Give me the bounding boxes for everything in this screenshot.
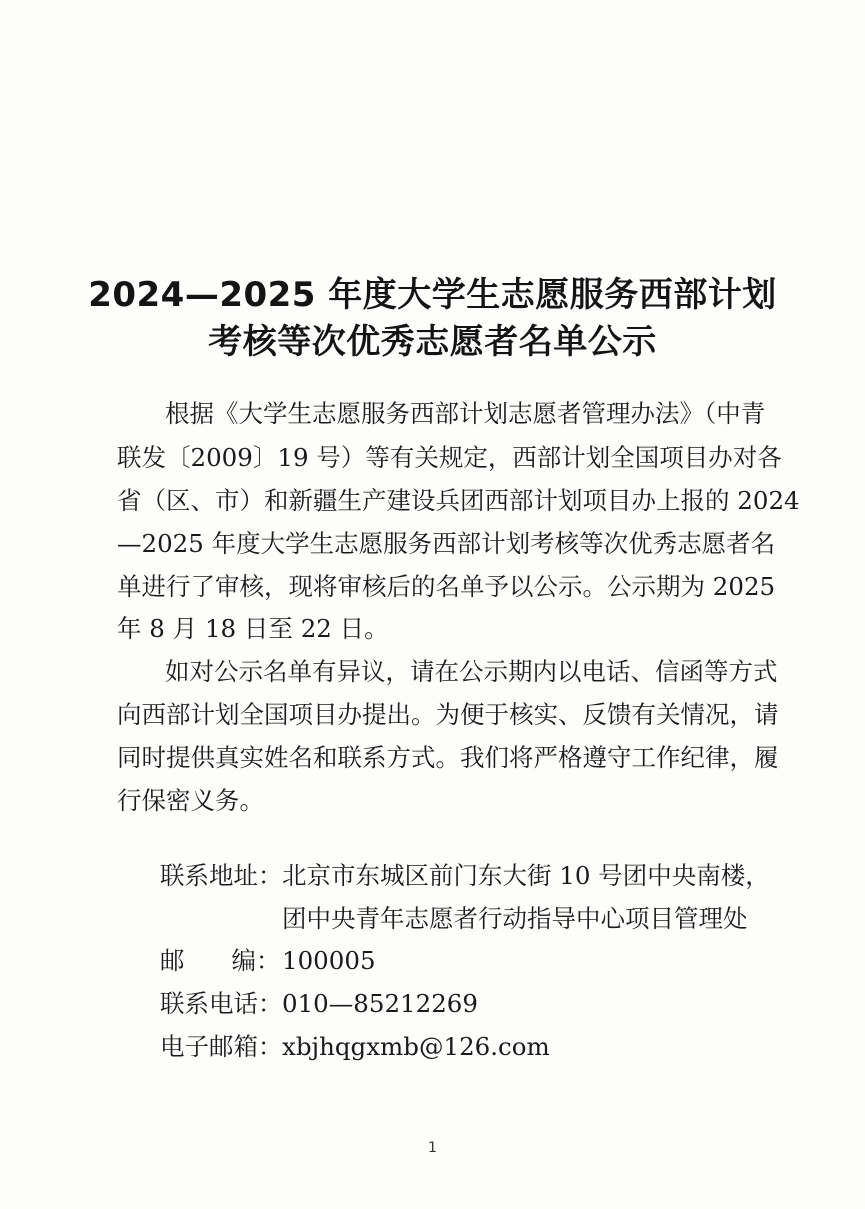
paragraph-2-line-2: 向西部计划全国项目办提出。为便于核实、反馈有关情况，请 bbox=[117, 700, 779, 729]
phone-label: 联系电话： bbox=[160, 989, 283, 1018]
paragraph-2-line-1: 如对公示名单有异议，请在公示期内以电话、信函等方式 bbox=[165, 657, 778, 686]
paragraph-1-line-6: 年 8 月 18 日至 22 日。 bbox=[117, 614, 389, 643]
page-number: 1 bbox=[428, 1140, 437, 1156]
email-value: xbjhqgxmb@126.com bbox=[282, 1032, 550, 1061]
document-title-line-1: 2024—2025 年度大学生志愿服务西部计划 bbox=[88, 275, 777, 315]
email-label: 电子邮箱： bbox=[160, 1032, 283, 1061]
document-title-line-2: 考核等次优秀志愿者名单公示 bbox=[208, 322, 657, 362]
postcode-label-colon: ： bbox=[256, 946, 281, 975]
paragraph-2-line-3: 同时提供真实姓名和联系方式。我们将严格遵守工作纪律，履 bbox=[117, 743, 779, 772]
postcode-value: 100005 bbox=[282, 946, 376, 975]
phone-value: 010—85212269 bbox=[282, 989, 478, 1018]
paragraph-1-line-2: 联发〔2009〕19 号）等有关规定，西部计划全国项目办对各 bbox=[117, 443, 782, 472]
address-line-1: 北京市东城区前门东大街 10 号团中央南楼， bbox=[282, 861, 770, 890]
address-line-2: 团中央青年志愿者行动指导中心项目管理处 bbox=[282, 904, 748, 933]
postcode-label bbox=[160, 946, 281, 975]
paragraph-1-line-5: 单进行了审核，现将审核后的名单予以公示。公示期为 2025 bbox=[117, 572, 776, 601]
address-label: 联系地址： bbox=[160, 861, 283, 890]
paragraph-1-line-4: —2025 年度大学生志愿服务西部计划考核等次优秀志愿者名 bbox=[117, 529, 776, 558]
paragraph-1-line-1: 根据《大学生志愿服务西部计划志愿者管理办法》（中青 bbox=[165, 399, 766, 428]
paragraph-1-line-3: 省（区、市）和新疆生产建设兵团西部计划项目办上报的 2024 bbox=[117, 486, 800, 515]
paragraph-2-line-4: 行保密义务。 bbox=[117, 786, 264, 815]
postcode-label-text: 邮编 bbox=[160, 946, 256, 975]
